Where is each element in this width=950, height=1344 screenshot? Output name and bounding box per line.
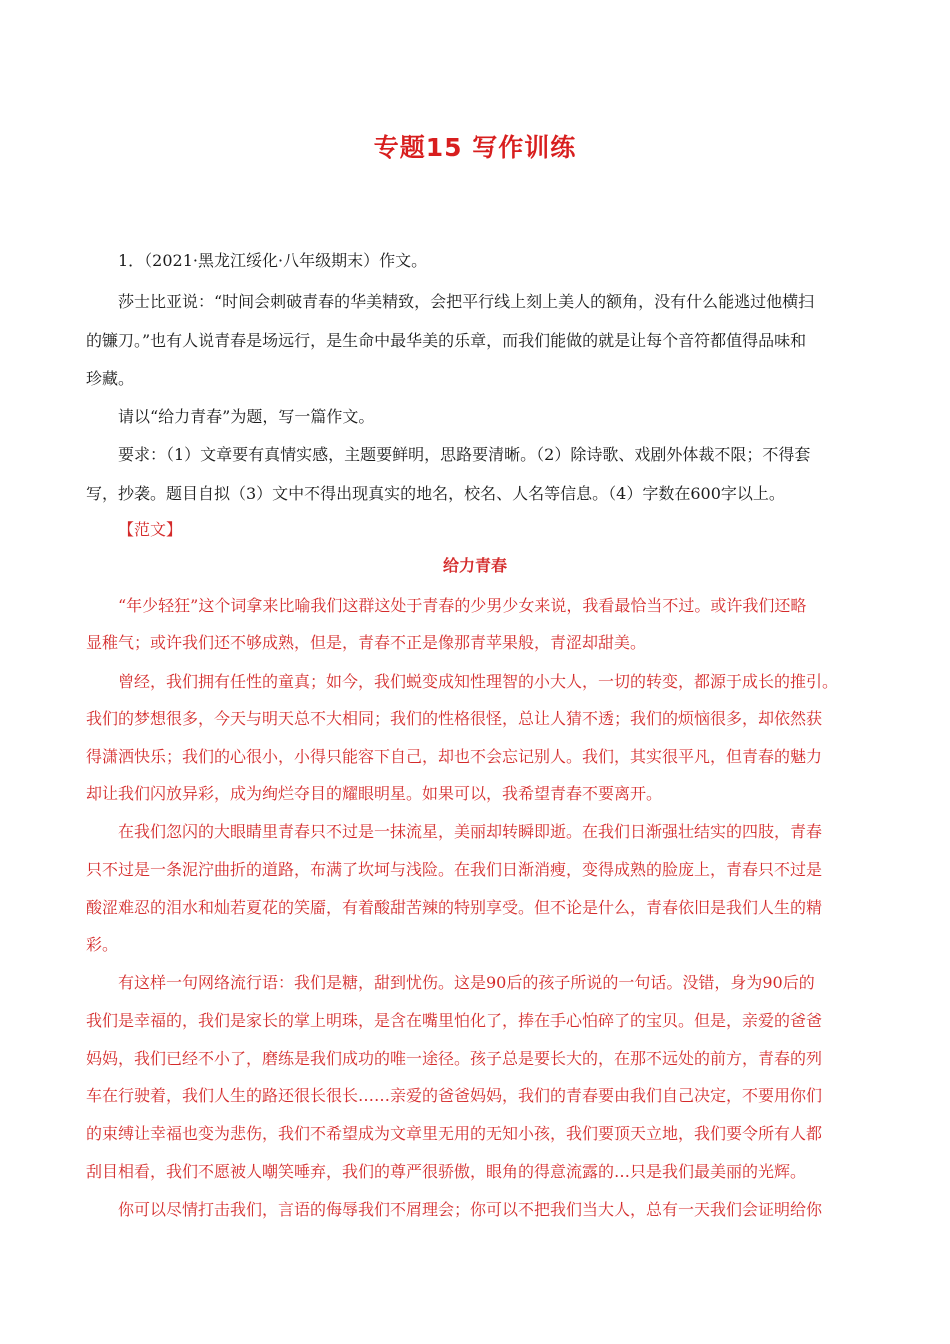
essay-line: 我们是幸福的，我们是家长的掌上明珠，是含在嘴里怕化了，捧在手心怕碎了的宝贝。但是，亲爱的爸爸 [86, 1011, 823, 1030]
essay-line: 彩。 [86, 935, 119, 954]
essay-line: 得潇洒快乐；我们的心很小，小得只能容下自己，却也不会忘记别人。我们，其实很平凡，但青春的魅力 [86, 747, 823, 766]
essay-line: 却让我们闪放异彩，成为绚烂夺目的耀眼明星。如果可以，我希望青春不要离开。 [86, 784, 663, 803]
prompt-line: 珍藏。 [86, 369, 135, 388]
essay-line: 曾经，我们拥有任性的童真；如今，我们蜕变成知性理智的小大人，一切的转变，都源于成长的推引。 [118, 672, 839, 691]
essay-line: 显稚气；或许我们还不够成熟，但是，青春不正是像那青苹果般，青涩却甜美。 [86, 633, 647, 652]
essay-line: 的束缚让幸福也变为悲伤，我们不希望成为文章里无用的无知小孩，我们要顶天立地，我们要令所有人都 [86, 1124, 823, 1143]
essay-line: 车在行驶着，我们人生的路还很长很长……亲爱的爸爸妈妈，我们的青春要由我们自己决定，不要用你们 [86, 1086, 823, 1105]
requirements-line: 要求：（1）文章要有真情实感，主题要鲜明，思路要清晰。（2）除诗歌、戏剧外体裁不限；不得套 [118, 445, 811, 464]
requirements-line: 写，抄袭。题目自拟（3）文中不得出现真实的地名，校名、人名等信息。（4）字数在600字以上。 [86, 484, 785, 503]
page-title: 专题15 写作训练 [373, 133, 577, 162]
prompt-line: 莎士比亚说：“时间会刺破青春的华美精致，会把平行线上刻上美人的额角，没有什么能逃过他横扫 [118, 292, 815, 311]
essay-line: 在我们忽闪的大眼睛里青春只不过是一抹流星，美丽却转瞬即逝。在我们日渐强壮结实的四肢，青春 [118, 822, 823, 841]
essay-line: 你可以尽情打击我们，言语的侮辱我们不屑理会；你可以不把我们当大人，总有一天我们会证明给你 [118, 1200, 823, 1219]
essay-line: 只不过是一条泥泞曲折的道路，布满了坎坷与浅险。在我们日渐消瘦，变得成熟的脸庞上，青春只不过是 [86, 860, 823, 879]
essay-line: 妈妈，我们已经不小了，磨练是我们成功的唯一途径。孩子总是要长大的，在那不远处的前方，青春的列 [86, 1049, 823, 1068]
essay-title: 给力青春 [442, 556, 507, 575]
essay-line: 我们的梦想很多，今天与明天总不大相同；我们的性格很怪，总让人猜不透；我们的烦恼很多，却依然获 [86, 709, 823, 728]
essay-line: 刮目相看，我们不愿被人嘲笑唾弃，我们的尊严很骄傲，眼角的得意流露的…只是我们最美丽的光辉。 [86, 1162, 807, 1181]
essay-line: 酸涩难忍的泪水和灿若夏花的笑靥，有着酸甜苦辣的特别享受。但不论是什么，青春依旧是我们人生的精 [86, 898, 823, 917]
prompt-line: 的镰刀。”也有人说青春是场远行，是生命中最华美的乐章，而我们能做的就是让每个音符都值得品味和 [86, 331, 807, 350]
sample-label: 【范文】 [118, 520, 183, 539]
question-number-line: 1．（2021·黑龙江绥化·八年级期末）作文。 [118, 251, 428, 270]
instruction-line: 请以“给力青春”为题，写一篇作文。 [118, 407, 375, 426]
essay-line: 有这样一句网络流行语：我们是糖，甜到忧伤。这是90后的孩子所说的一句话。没错，身为90后的 [118, 973, 815, 992]
essay-line: “年少轻狂”这个词拿来比喻我们这群这处于青春的少男少女来说，我看最恰当不过。或许我们还略 [118, 596, 807, 615]
